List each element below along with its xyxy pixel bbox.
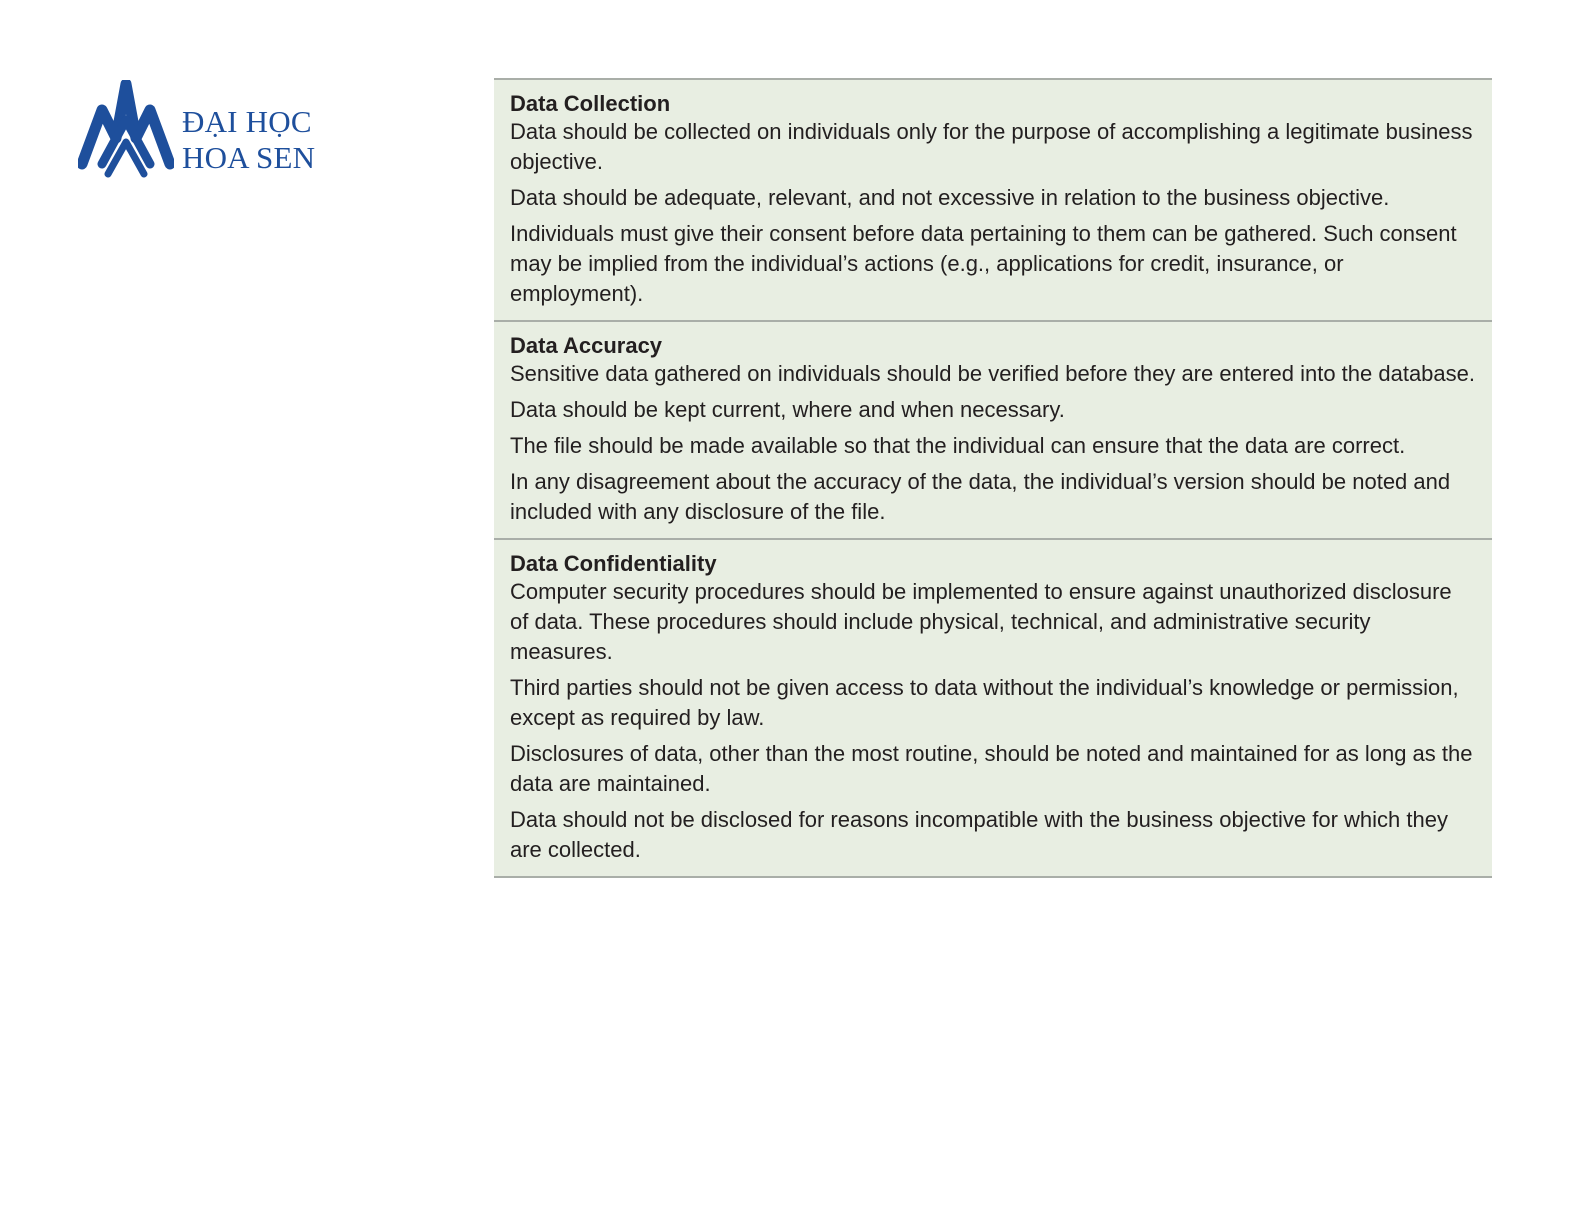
logo-line-2: HOA SEN — [182, 140, 316, 175]
section-paragraph: Data should be kept current, where and when necessary. — [510, 397, 1065, 422]
section-paragraph: Sensitive data gathered on individuals should be verified before they are entered into the database. — [510, 361, 1475, 386]
section-heading: Data Confidentiality — [510, 551, 717, 576]
university-logo — [78, 80, 338, 180]
section-data-confidentiality — [494, 540, 1492, 878]
section-paragraph: Individuals must give their consent before data pertaining to them can be gathered. Such consent may be implied from the individual’s actions (e.g., applications for credit, insurance, or employment). — [510, 221, 1457, 306]
section-paragraph: Third parties should not be given access to data without the individual’s knowledge or permission, except as required by law. — [510, 675, 1459, 730]
section-paragraph: Disclosures of data, other than the most routine, should be noted and maintained for as long as the data are maintained. — [510, 741, 1473, 796]
logo-line-1: ĐẠI HỌC — [182, 104, 312, 139]
section-paragraph: Data should not be disclosed for reasons incompatible with the business objective for which they are collected. — [510, 807, 1448, 862]
section-paragraph: Computer security procedures should be implemented to ensure against unauthorized disclosure of data. These procedures should include physical, technical, and administrative security measures. — [510, 579, 1452, 664]
section-paragraph: In any disagreement about the accuracy of the data, the individual’s version should be noted and included with any disclosure of the file. — [510, 469, 1451, 524]
section-data-collection — [494, 80, 1492, 322]
section-paragraph: Data should be collected on individuals only for the purpose of accomplishing a legitimate business objective. — [510, 119, 1473, 174]
section-data-accuracy — [494, 322, 1492, 540]
logo-wordmark — [182, 104, 315, 176]
lotus-logo-icon — [78, 80, 174, 178]
section-paragraph: Data should be adequate, relevant, and not excessive in relation to the business objective. — [510, 185, 1390, 210]
section-heading: Data Accuracy — [510, 333, 663, 358]
section-paragraph: The file should be made available so that the individual can ensure that the data are correct. — [510, 433, 1406, 458]
data-principles-table — [494, 78, 1492, 878]
section-heading: Data Collection — [510, 91, 671, 116]
